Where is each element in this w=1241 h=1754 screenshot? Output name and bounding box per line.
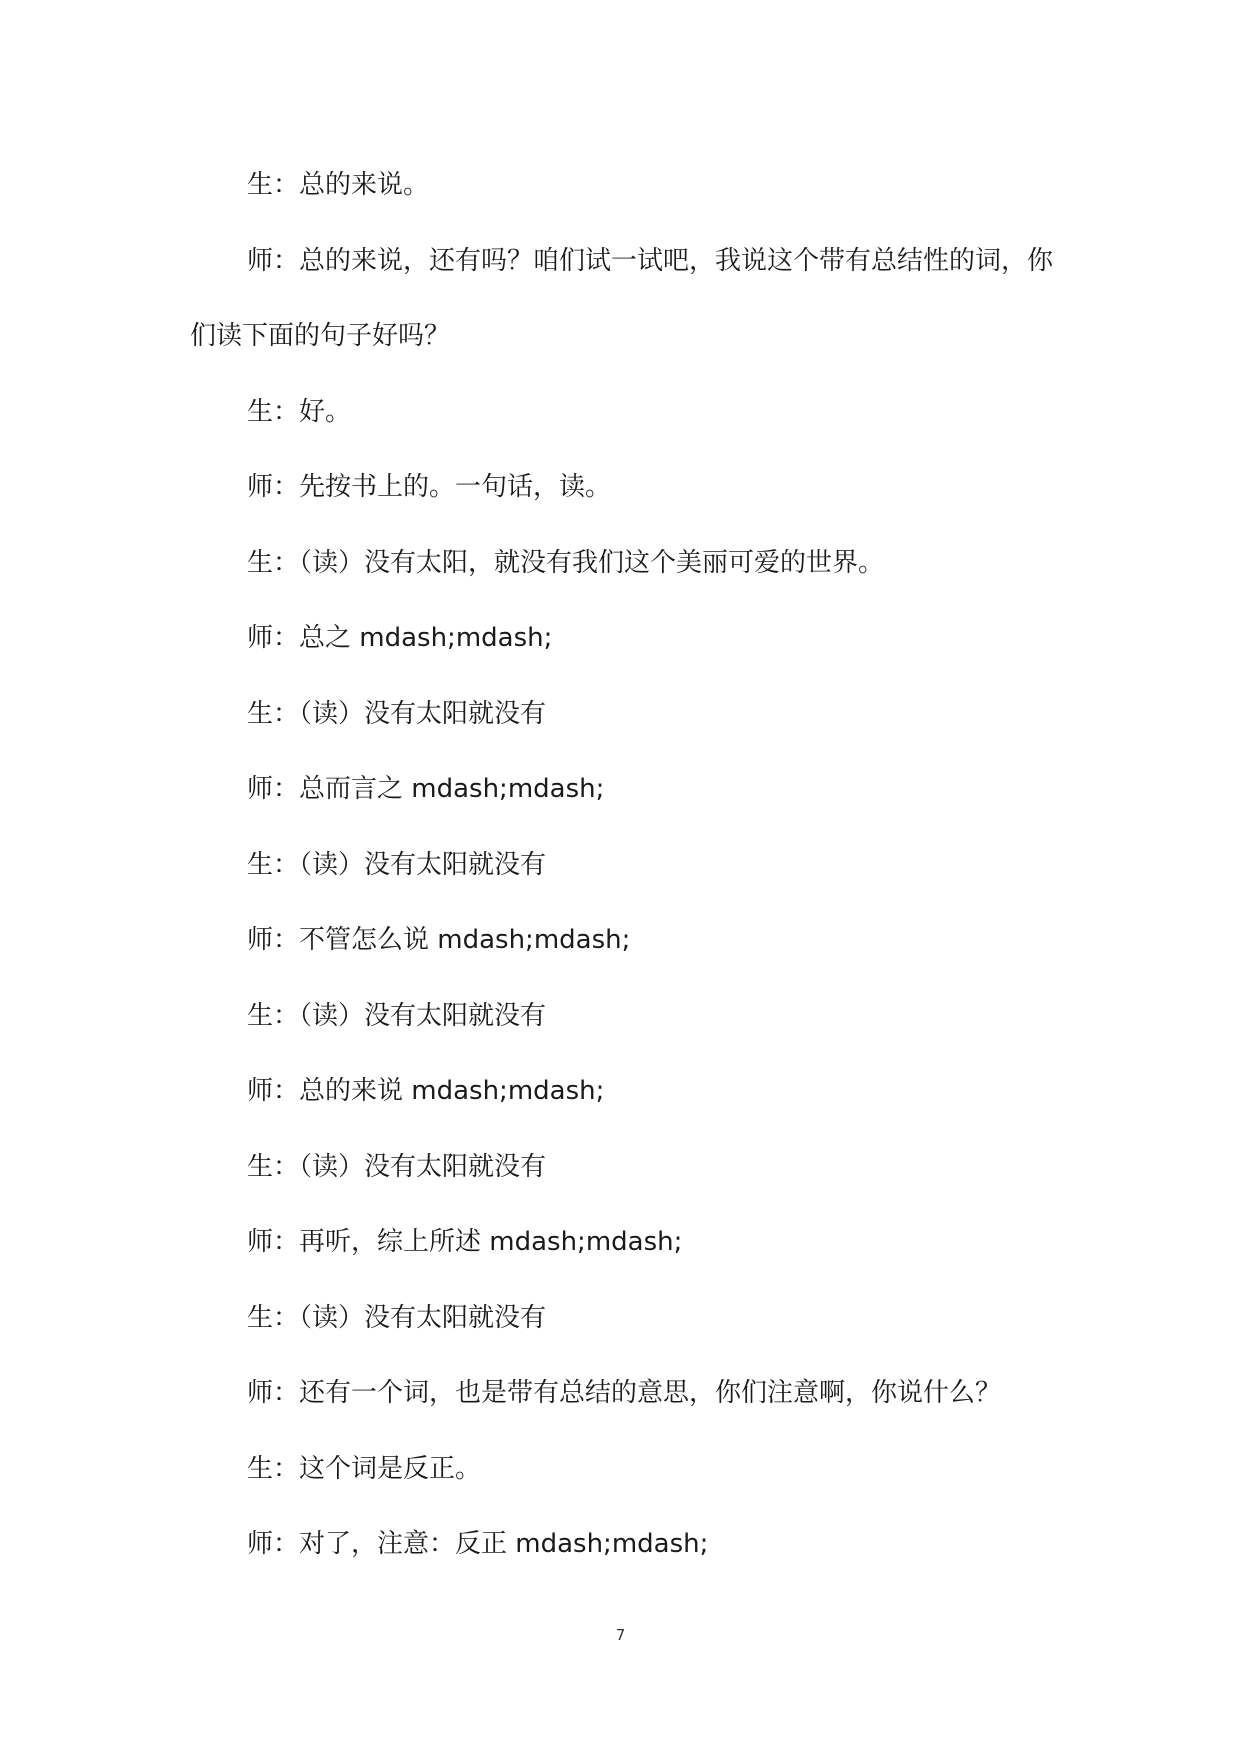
paragraph: 师：总的来说 mdash;mdash; bbox=[247, 1076, 605, 1106]
paragraph: 生：好。 bbox=[247, 396, 352, 427]
paragraph: 生：（读）没有太阳就没有 bbox=[247, 849, 547, 880]
page-number: 7 bbox=[615, 1626, 626, 1644]
paragraph: 师：还有一个词，也是带有总结的意思，你们注意啊，你说什么？ bbox=[247, 1378, 1002, 1408]
paragraph: 生：（读）没有太阳就没有 bbox=[247, 1302, 547, 1333]
paragraph: 生：（读）没有太阳就没有 bbox=[247, 698, 547, 729]
paragraph: 师：总而言之 mdash;mdash; bbox=[247, 774, 605, 804]
paragraph: 生：总的来说。 bbox=[247, 170, 430, 200]
paragraph: 生：（读）没有太阳，就没有我们这个美丽可爱的世界。 bbox=[247, 547, 885, 578]
paragraph: 生：这个词是反正。 bbox=[247, 1453, 482, 1484]
dialogue-body bbox=[190, 148, 1060, 1583]
paragraph: 师：再听，综上所述 mdash;mdash; bbox=[247, 1227, 683, 1257]
paragraph: 生：（读）没有太阳就没有 bbox=[247, 1000, 547, 1031]
paragraph: 生：（读）没有太阳就没有 bbox=[247, 1151, 547, 1182]
paragraph: 师：总之 mdash;mdash; bbox=[247, 623, 553, 653]
paragraph: 师：对了，注意：反正 mdash;mdash; bbox=[247, 1529, 709, 1559]
paragraph: 师：不管怎么说 mdash;mdash; bbox=[247, 925, 631, 955]
paragraph: 师：先按书上的。一句话，读。 bbox=[247, 472, 612, 502]
paragraph: 师：总的来说，还有吗？咱们试一试吧，我说这个带有总结性的词，你们读下面的句子好吗？ bbox=[190, 245, 1054, 351]
